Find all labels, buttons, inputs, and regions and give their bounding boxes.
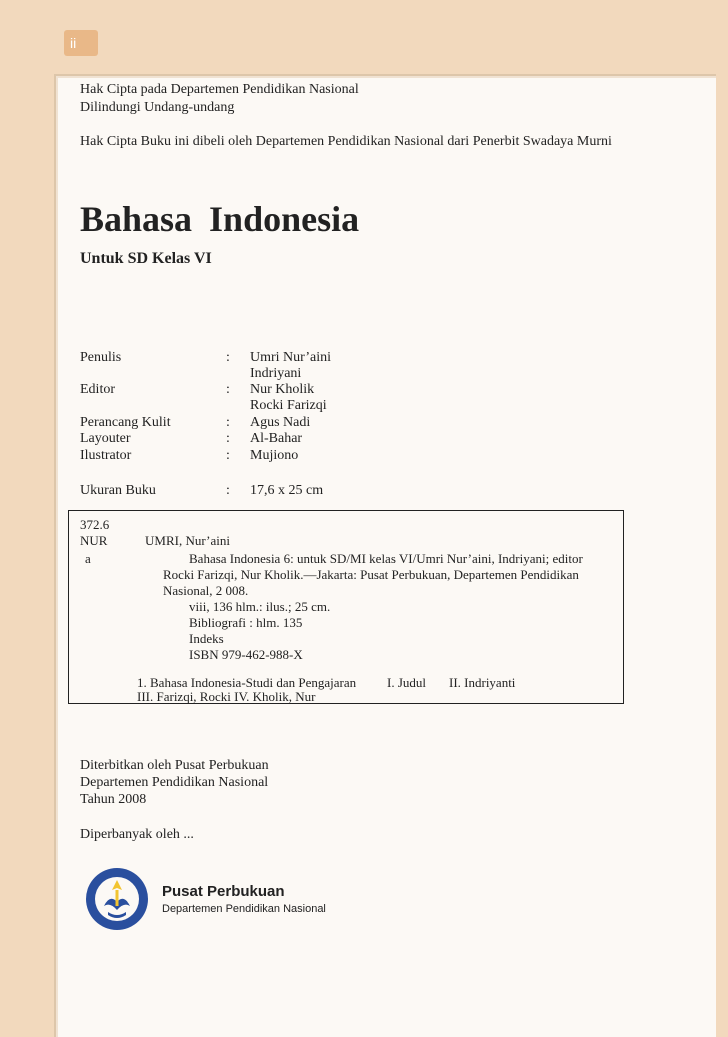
credit-value: Nur Kholik xyxy=(250,382,315,397)
copyright-line-2: Dilindungi Undang-undang xyxy=(80,100,235,115)
catalog-subject-3: II. Indriyanti xyxy=(449,675,516,690)
catalog-subject-1: 1. Bahasa Indonesia-Studi dan Pengajaran xyxy=(137,675,357,690)
catalog-entry-1: Bahasa Indonesia 6: untuk SD/MI kelas VI/Umri Nur’aini, Indriyani; editor xyxy=(189,551,583,566)
credit-label-perancang-kulit: Perancang Kulit xyxy=(80,415,171,430)
catalog-class-number: 372.6 xyxy=(80,517,110,532)
credit-label-ilustrator: Ilustrator xyxy=(80,448,132,463)
credit-value: Umri Nur’aini xyxy=(250,350,331,365)
book-subtitle: Untuk SD Kelas VI xyxy=(80,250,212,267)
page-number: ii xyxy=(64,30,98,56)
credit-colon: : xyxy=(226,415,230,430)
catalog-entry-7: ISBN 979-462-988-X xyxy=(189,647,303,662)
catalog-box xyxy=(68,510,624,704)
credit-label-penulis: Penulis xyxy=(80,350,122,365)
logo-publisher-name: Pusat Perbukuan xyxy=(162,883,285,900)
catalog-entry-6: Indeks xyxy=(189,631,224,646)
publisher-year: Tahun 2008 xyxy=(80,792,147,807)
logo-department-name: Departemen Pendidikan Nasional xyxy=(162,903,326,915)
publisher-line-1: Diterbitkan oleh Pusat Perbukuan xyxy=(80,758,269,773)
credit-value: Al-Bahar xyxy=(250,431,303,446)
catalog-a: a xyxy=(85,551,91,566)
tut-wuri-handayani-logo-icon xyxy=(84,866,150,932)
credit-value: 17,6 x 25 cm xyxy=(250,483,324,498)
copyright-line-3: Hak Cipta Buku ini dibeli oleh Departemen Pendidikan Nasional dari Penerbit Swadaya Murni xyxy=(80,134,612,149)
publisher-line-2: Departemen Pendidikan Nasional xyxy=(80,775,269,790)
credit-value: Indriyani xyxy=(250,366,302,381)
catalog-subject-2: I. Judul xyxy=(387,675,426,690)
catalog-entry-3: Nasional, 2 008. xyxy=(163,583,249,598)
credit-label-layouter: Layouter xyxy=(80,431,131,446)
reproduced-by: Diperbanyak oleh ... xyxy=(80,827,194,842)
credit-value: Rocki Farizqi xyxy=(250,398,327,413)
credit-label-ukuran-buku: Ukuran Buku xyxy=(80,483,156,498)
catalog-author: UMRI, Nur’aini xyxy=(145,533,230,548)
catalog-entry-4: viii, 136 hlm.: ilus.; 25 cm. xyxy=(189,599,331,614)
credit-colon: : xyxy=(226,382,230,397)
credit-label-editor: Editor xyxy=(80,382,115,397)
credit-value: Agus Nadi xyxy=(250,415,311,430)
catalog-entry-2: Rocki Farizqi, Nur Kholik.—Jakarta: Pusat Perbukuan, Departemen Pendidikan xyxy=(163,567,579,582)
copyright-line-1: Hak Cipta pada Departemen Pendidikan Nasional xyxy=(80,82,359,97)
credit-colon: : xyxy=(226,483,230,498)
catalog-nur: NUR xyxy=(80,533,108,548)
book-title: Bahasa Indonesia xyxy=(80,199,360,239)
credit-colon: : xyxy=(226,448,230,463)
credit-colon: : xyxy=(226,431,230,446)
catalog-entry-5: Bibliografi : hlm. 135 xyxy=(189,615,303,630)
credit-colon: : xyxy=(226,350,230,365)
credit-value: Mujiono xyxy=(250,448,299,463)
catalog-subject-4: III. Farizqi, Rocki IV. Kholik, Nur xyxy=(137,689,316,704)
